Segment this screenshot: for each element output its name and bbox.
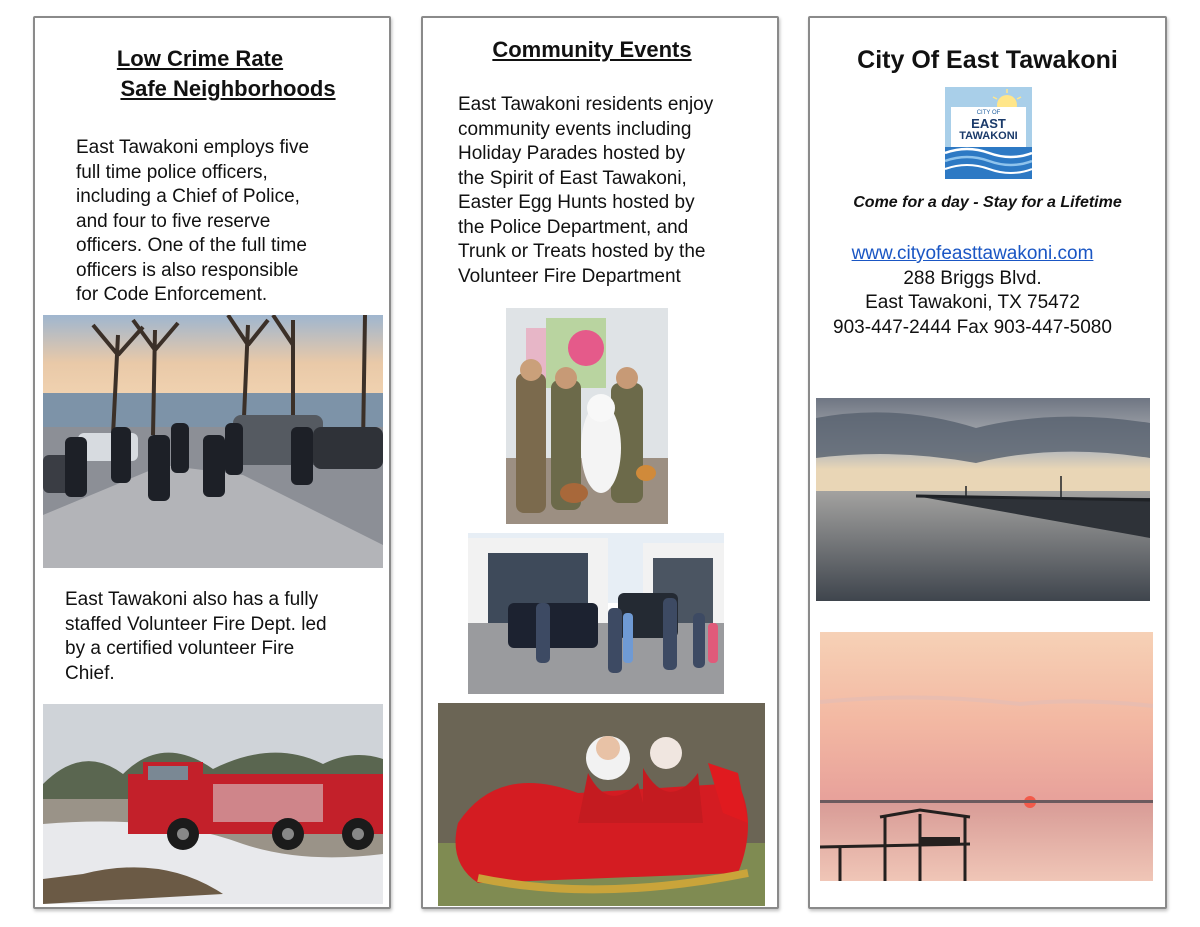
- police-paragraph: [76, 136, 376, 308]
- events-heading: Community Events: [492, 37, 692, 62]
- police-line: officers is also responsible: [76, 259, 299, 281]
- address-line1: 288 Briggs Blvd.: [903, 267, 1042, 289]
- santa-sleigh-photo: [438, 703, 765, 906]
- events-line: the Spirit of East Tawakoni,: [458, 167, 687, 189]
- events-line: community events including: [458, 118, 692, 140]
- lake-bridge-photo: [816, 398, 1150, 601]
- fire-truck-photo: [43, 704, 383, 904]
- website-link[interactable]: www.cityofeasttawakoni.com: [851, 243, 1094, 264]
- events-line: Volunteer Fire Department: [458, 265, 681, 287]
- safety-heading-line1: Low Crime Rate: [116, 46, 284, 71]
- address-line2: East Tawakoni, TX 75472: [865, 292, 1080, 313]
- events-line: the Police Department, and: [458, 216, 689, 238]
- logo-line1: EAST: [971, 116, 1006, 131]
- logo-line2: TAWAKONI: [959, 130, 1018, 142]
- police-officers-photo: [43, 315, 383, 568]
- city-logo: [945, 87, 1032, 179]
- events-paragraph: [458, 93, 768, 289]
- logo-small-text: CITY OF: [976, 110, 1001, 116]
- safety-heading-line2: Safe Neighborhoods: [120, 76, 336, 101]
- contact-block: [810, 242, 1135, 340]
- police-line: and four to five reserve: [76, 210, 271, 232]
- police-line: for Code Enforcement.: [76, 284, 268, 305]
- fire-line: by a certified volunteer Fire: [65, 638, 295, 659]
- police-line: East Tawakoni employs five: [76, 137, 310, 158]
- fire-line: Chief.: [65, 662, 115, 684]
- police-line: officers. One of the full time: [76, 235, 307, 256]
- events-line: Trunk or Treats hosted by the: [458, 241, 706, 262]
- phone-fax: 903-447-2444 Fax 903-447-5080: [833, 316, 1112, 338]
- panel-city-info: [808, 16, 1167, 909]
- fire-line: staffed Volunteer Fire Dept. led: [65, 613, 327, 635]
- lake-sunset-photo: [820, 632, 1153, 881]
- trunk-or-treat-photo: [468, 533, 724, 694]
- events-line: East Tawakoni residents enjoy: [458, 94, 714, 115]
- police-line: including a Chief of Police,: [76, 186, 300, 207]
- events-line: Easter Egg Hunts hosted by: [458, 192, 695, 213]
- fire-paragraph: [65, 588, 385, 686]
- fire-line: East Tawakoni also has a fully: [65, 589, 319, 610]
- police-line: full time police officers,: [76, 161, 268, 183]
- city-title: City Of East Tawakoni: [857, 46, 1118, 74]
- panel-events: [421, 16, 779, 909]
- easter-event-photo: [506, 308, 668, 524]
- events-line: Holiday Parades hosted by: [458, 143, 686, 164]
- panel-safety: [33, 16, 391, 909]
- tagline: Come for a day - Stay for a Lifetime: [853, 194, 1122, 211]
